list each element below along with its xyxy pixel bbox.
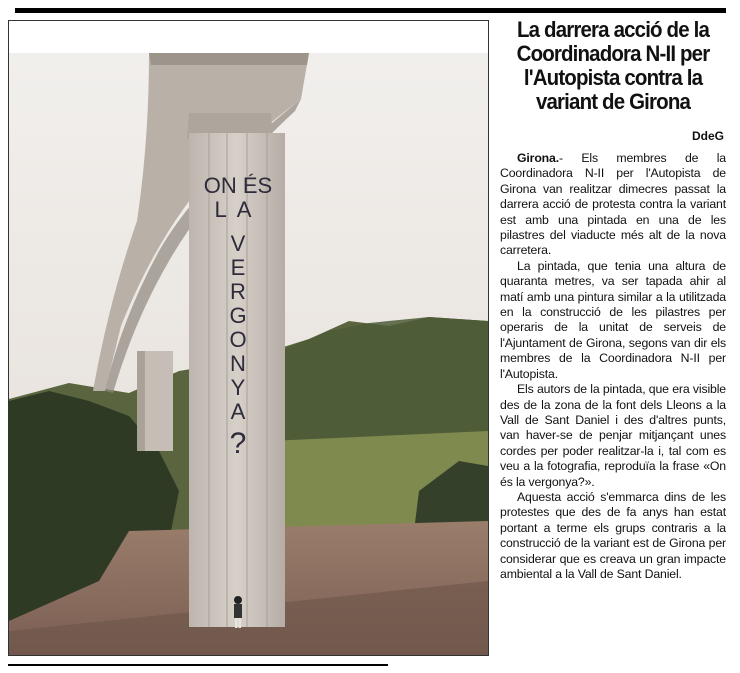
viaduct-photo-illustration [9, 21, 488, 655]
deck-edge [149, 53, 309, 65]
paragraph [500, 151, 726, 259]
paragraph-text: - Els membres de la Coordinadora N-II per l'Autopista de Girona van realitzar dimecres passat la darrera acció de protesta contra la variant est amb una pintada en una de les pilastres del viaducte més alt de la nova carretera. [500, 151, 726, 258]
person-head [234, 596, 242, 604]
graffiti-line: Y [230, 375, 246, 400]
person-leg [239, 618, 242, 628]
byline: DdeG [691, 129, 724, 143]
graffiti-line: E [230, 255, 246, 280]
graffiti-line: ON ÉS [203, 173, 273, 198]
paragraph: La pintada, que tenia una altura de quaranta metres, va ser tapada ahir al matí amb una pintura similar a la utilitzada en la construcció de les pilastres per operaris de la unitat de serveis de l'Ajuntament de Girona, segons van dir els membres de la Coordinadora N-II per l'Autopista. [500, 258, 726, 381]
bottom-rule [8, 664, 388, 666]
distant-pillar-shade [137, 351, 145, 451]
graffiti-line: A [230, 399, 246, 424]
article [500, 18, 726, 668]
paragraph: Aquesta acció s'emmarca dins de les protestes que des de fa anys han estat portant a terme els grups contraris a la construcció de la variant est de Girona per considerar que es creava un gran impacte ambiental a la Vall de Sant Daniel. [500, 489, 726, 581]
graffiti-line: O [229, 327, 247, 352]
person-body [234, 604, 242, 618]
photo [8, 20, 489, 656]
graffiti-line: G [229, 303, 247, 328]
photo-top-white [9, 21, 488, 53]
graffiti-line: LA [214, 197, 262, 222]
top-rule [15, 8, 726, 13]
graffiti-line: R [230, 279, 246, 304]
graffiti-line: ? [229, 427, 247, 460]
graffiti-line: N [230, 351, 246, 376]
paragraph: Els autors de la pintada, que era visible des de la zona de la font dels Lleons a la Vall de Sant Daniel i des d'altres punts, van haver-se de penjar mitjançant unes cordes per poder realitzar-la i, tal com es veu a la fotografia, reproduïa la frase «On és la vergonya?». [500, 382, 726, 489]
article-body [500, 151, 726, 582]
headline: La darrera acció de la Coordinadora N-II per l'Autopista contra la variant de Girona [516, 17, 710, 114]
person-leg [235, 618, 238, 628]
graffiti-line: V [230, 231, 246, 256]
dateline: Girona. [517, 151, 559, 165]
